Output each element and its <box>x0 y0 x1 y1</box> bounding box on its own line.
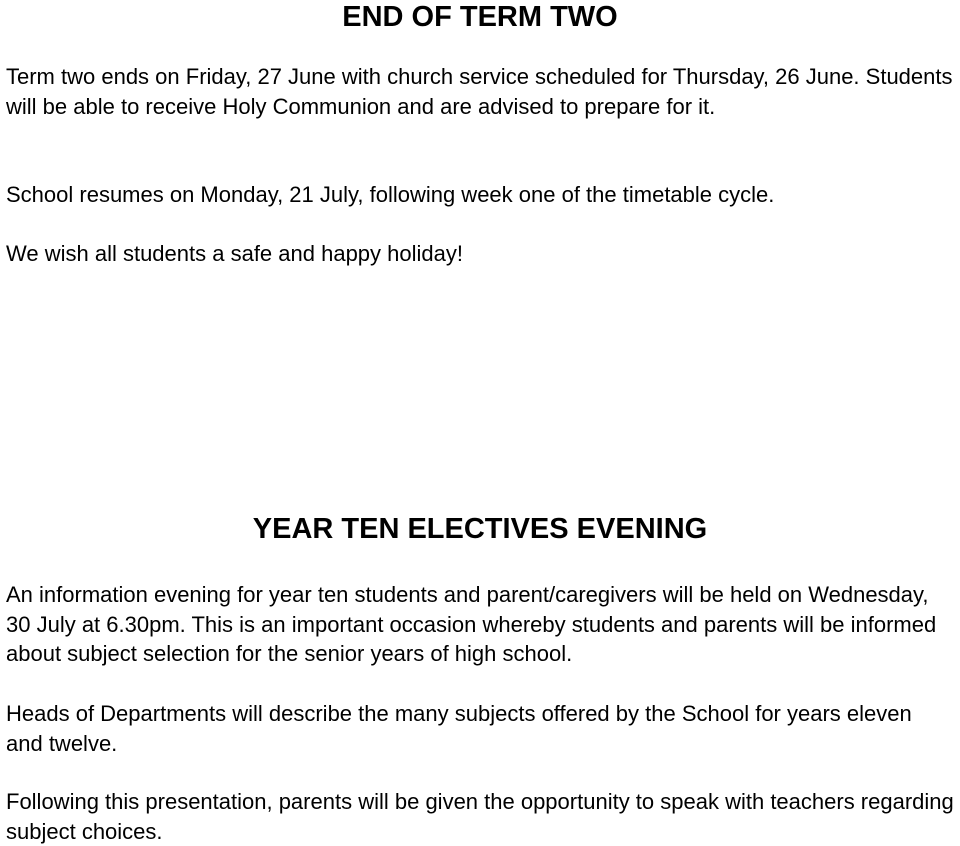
heads-of-departments-paragraph: Heads of Departments will describe the many subjects offered by the School for years eleven and twelve. <box>6 701 912 756</box>
term-end-paragraph: Term two ends on Friday, 27 June with church service scheduled for Thursday, 26 June. Students will be able to receive Holy Communion and are advised to prepare for it. <box>6 64 953 119</box>
information-evening-paragraph: An information evening for year ten students and parent/caregivers will be held on Wednesday, 30 July at 6.30pm. This is an important occasion whereby students and parents will be informed about subject selection for the senior years of high school. <box>6 582 937 666</box>
end-of-term-heading: END OF TERM TWO <box>342 1 618 33</box>
holiday-wish-paragraph: We wish all students a safe and happy holiday! <box>6 241 463 266</box>
teacher-consultation-paragraph: Following this presentation, parents will be given the opportunity to speak with teachers regarding subject choices. <box>6 789 954 844</box>
school-resumes-paragraph: School resumes on Monday, 21 July, following week one of the timetable cycle. <box>6 182 775 207</box>
electives-evening-heading: YEAR TEN ELECTIVES EVENING <box>252 513 708 545</box>
